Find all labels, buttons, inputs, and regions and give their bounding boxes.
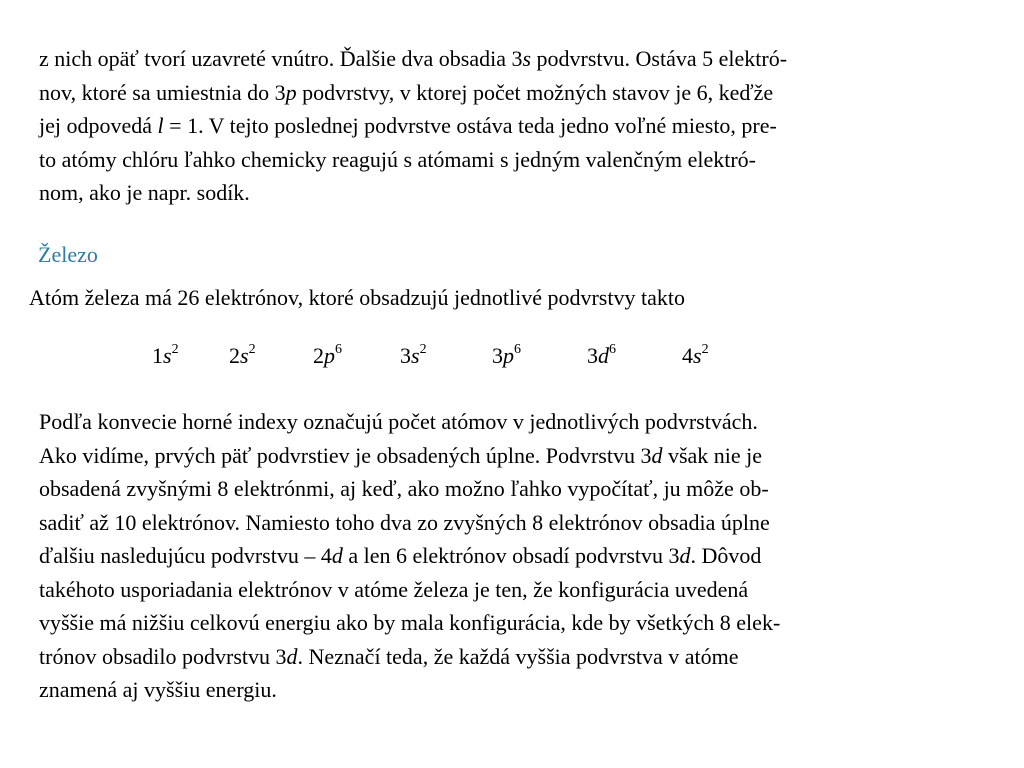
text-line: nov, ktoré sa umiestnia do 3p podvrstvy, v ktorej počet možných stavov je 6, keďže: [39, 79, 774, 105]
orbital-term: $1s^2$: [152, 341, 179, 368]
orbital-term: $2s^2$: [229, 341, 256, 368]
section-heading: Železo: [38, 242, 98, 267]
text-line: takéhoto usporiadania elektrónov v atóme železa je ten, že konfigurácia uvedená: [39, 576, 749, 602]
paragraph-chlorine: [39, 42, 787, 210]
electron-configuration: [0, 339, 1024, 373]
text-line: sadiť až 10 elektrónov. Namiesto toho dva zo zvyšných 8 elektrónov obsadia úplne: [39, 509, 770, 535]
text-line: ďalšiu nasledujúcu podvrstvu – 4d a len 6 elektrónov obsadí podvrstvu 3d. Dôvod: [39, 543, 762, 568]
text-line: to atómy chlóru ľahko chemicky reagujú s atómami s jedným valenčným elektró-: [39, 146, 757, 172]
paragraph-iron: [39, 405, 780, 707]
text-line: nom, ako je napr. sodík.: [39, 180, 250, 205]
text-line: vyššie má nižšiu celkovú energiu ako by mala konfigurácia, kde by všetkých 8 elek-: [39, 610, 781, 635]
text-line: trónov obsadilo podvrstvu 3d. Neznačí teda, že každá vyššia podvrstva v atóme: [39, 643, 739, 669]
intro-sentence: Atóm železa má 26 elektrónov, ktoré obsadzujú jednotlivé podvrstvy takto: [29, 285, 685, 310]
text-line: z nich opäť tvorí uzavreté vnútro. Ďalšie dva obsadia 3s podvrstvu. Ostáva 5 elektró-: [39, 46, 788, 71]
orbital-term: $3s^2$: [400, 341, 427, 368]
text-line: Podľa konvecie horné indexy označujú počet atómov v jednotlivých podvrstvách.: [39, 409, 758, 434]
orbital-term: $4s^2$: [682, 341, 709, 368]
text-line: obsadená zvyšnými 8 elektrónmi, aj keď, ako možno ľahko vypočítať, ju môže ob-: [39, 476, 769, 501]
orbital-term: $3p^6$: [492, 341, 521, 368]
text-line: znamená aj vyššiu energiu.: [39, 677, 277, 702]
orbital-term: $2p^6$: [313, 341, 342, 368]
text-line: Ako vidíme, prvých päť podvrstiev je obsadených úplne. Podvrstvu 3d však nie je: [39, 442, 763, 468]
text-line: jej odpovedá l = 1. V tejto poslednej podvrstve ostáva teda jedno voľné miesto, pre-: [39, 113, 777, 138]
orbital-term: $3d^6$: [587, 341, 616, 368]
